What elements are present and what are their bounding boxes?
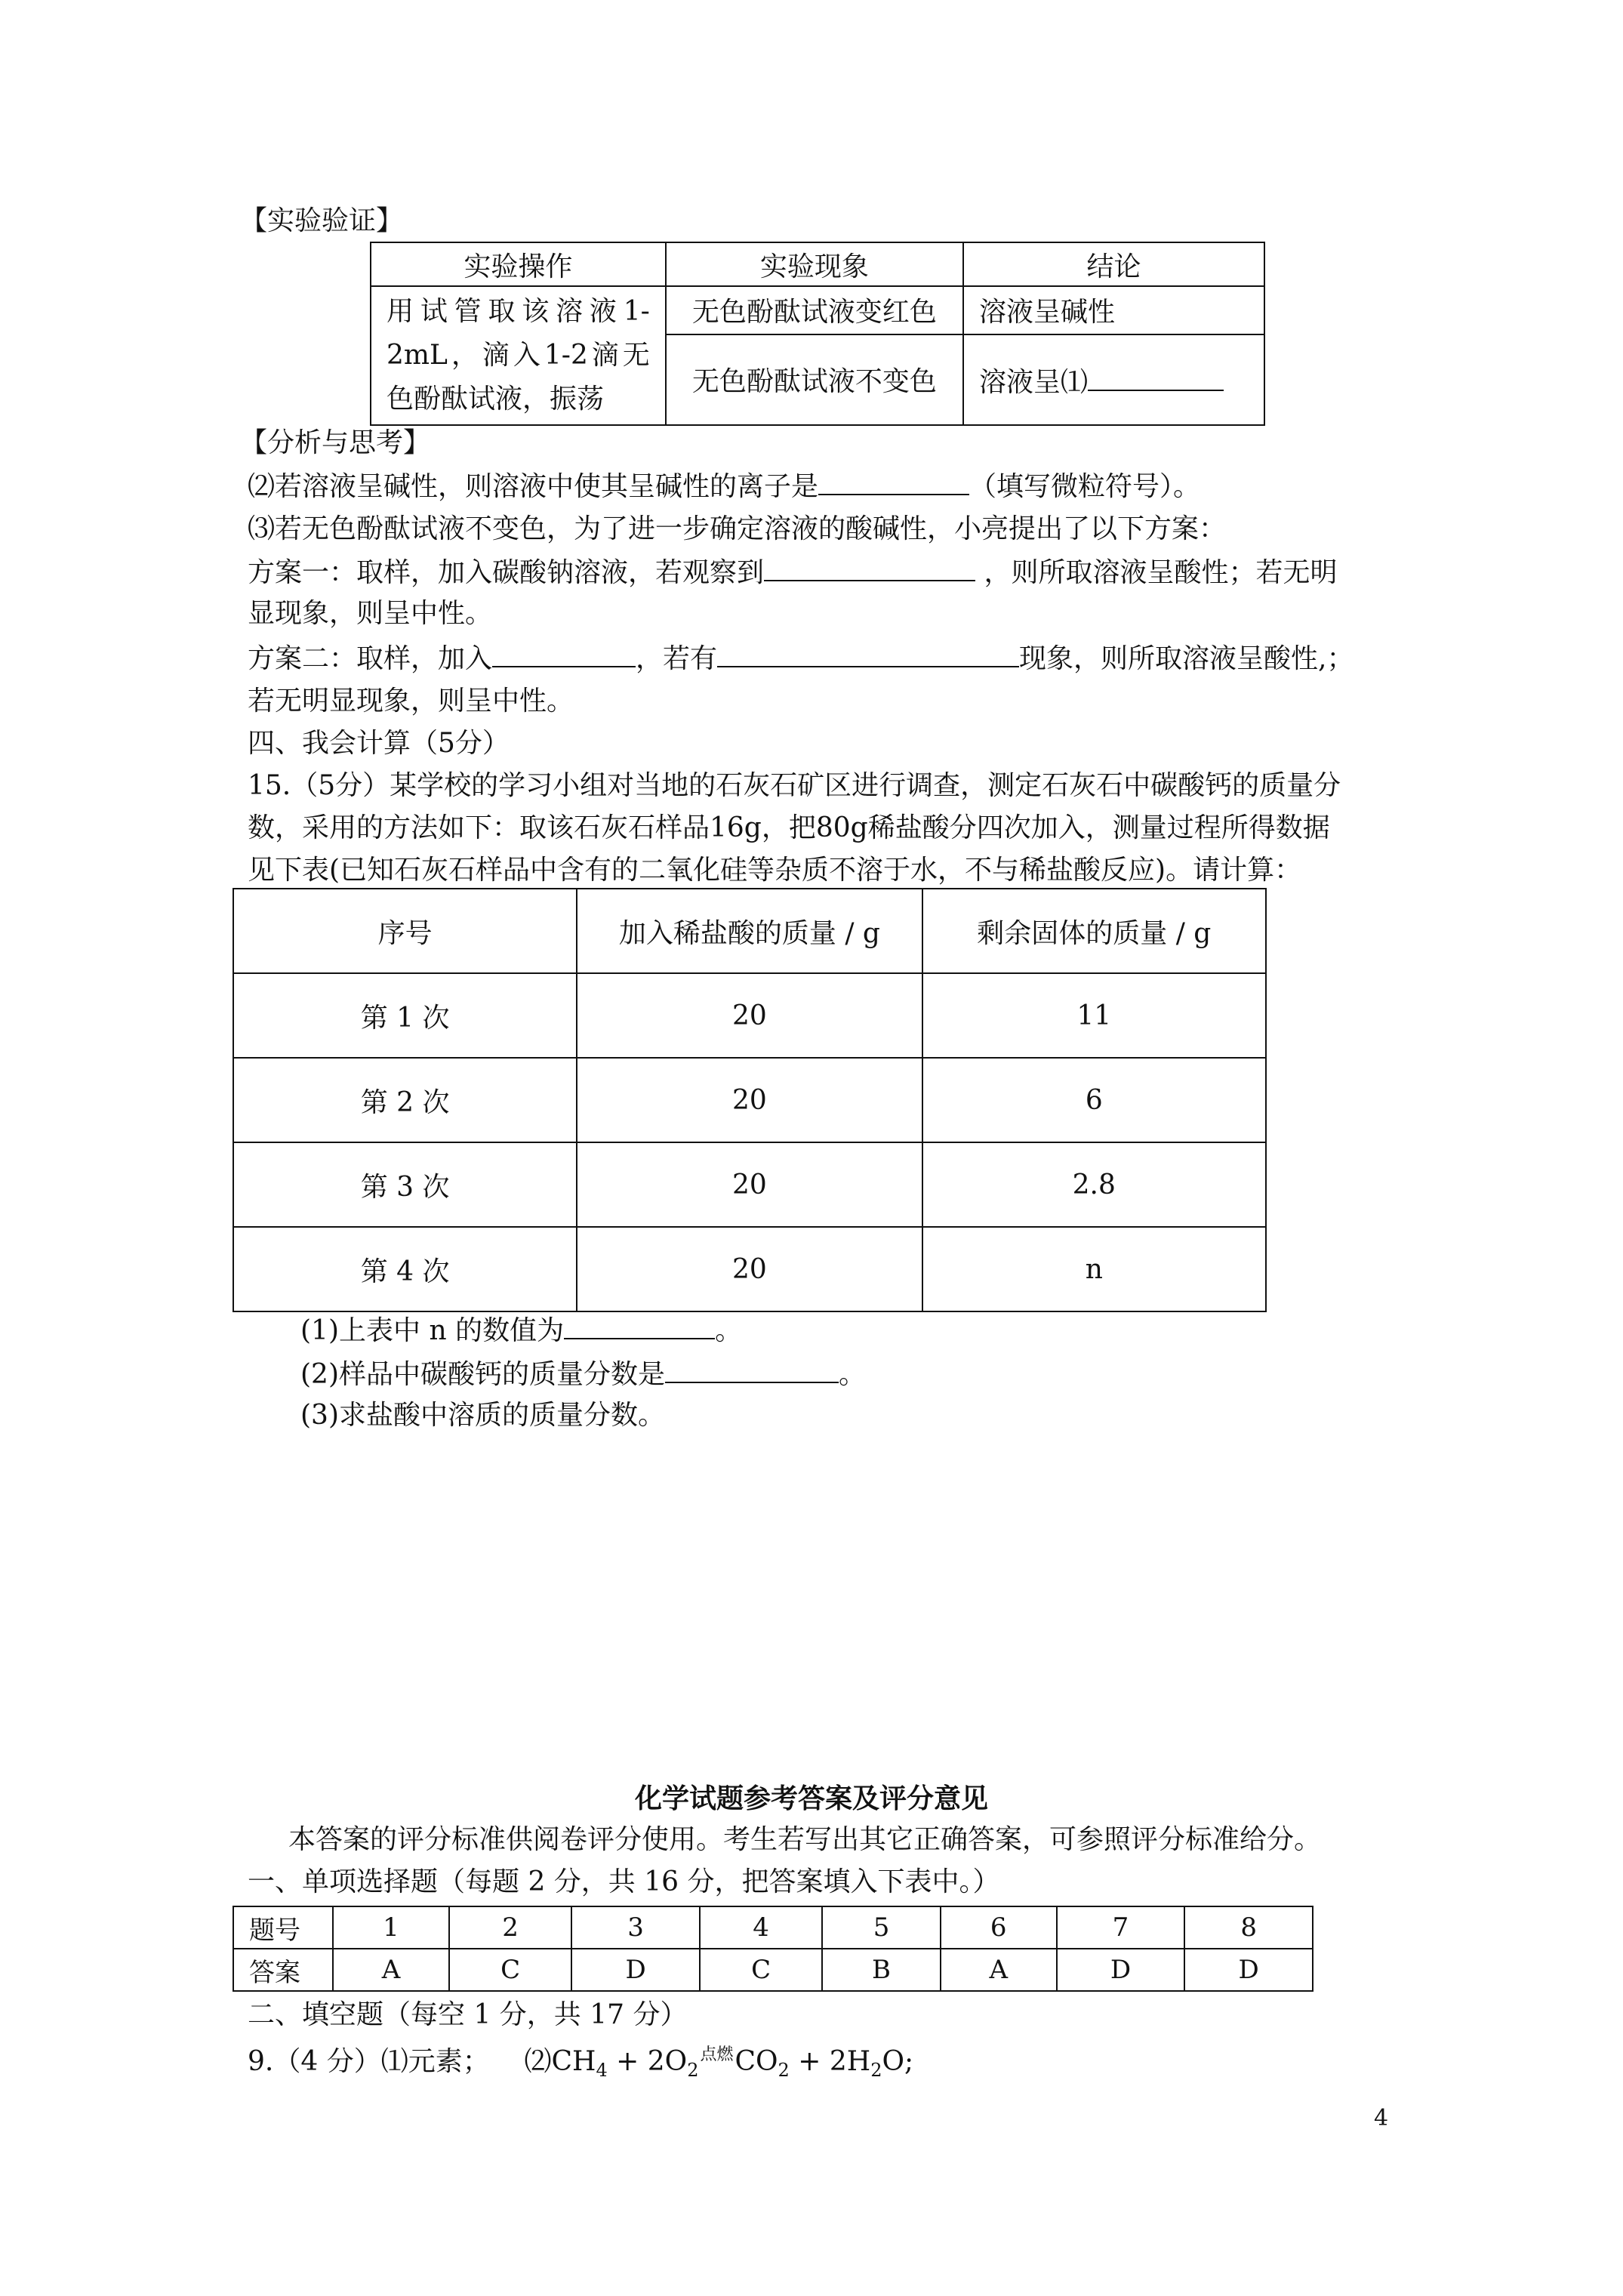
table-cell: 8 (1184, 1906, 1313, 1949)
table-cell: 第 4 次 (233, 1227, 577, 1311)
table-cell: B (822, 1949, 940, 1991)
data-table (233, 888, 1267, 1312)
table-cell: D (571, 1949, 700, 1991)
exp-conclusion-2: 溶液呈⑴ (963, 334, 1264, 425)
answers-part2: 二、填空题（每空 1 分，共 17 分） (248, 1999, 688, 2030)
table-cell: A (941, 1949, 1057, 1991)
table-cell: 11 (922, 973, 1266, 1058)
answer-blank[interactable] (492, 636, 636, 667)
plan2-line1: 方案二：取样，加入 ，若有 现象，则所取溶液呈酸性,； (248, 636, 1354, 681)
calc-q3: (3)求盐酸中溶质的质量分数。 (300, 1400, 665, 1431)
calc-header-index: 序号 (233, 889, 577, 973)
section-title-analysis: 【分析与思考】 (240, 427, 431, 458)
answer-blank[interactable] (717, 636, 1019, 667)
table-cell: 2.8 (922, 1142, 1266, 1227)
exp-operation-cell: 用试管取该溶液1-2mL，滴入1-2滴无色酚酞试液，振荡 (371, 286, 666, 425)
answer-table (233, 1906, 1313, 1992)
table-cell: 第 3 次 (233, 1142, 577, 1227)
table-cell: 20 (577, 1058, 922, 1142)
answer-blank[interactable] (818, 464, 969, 495)
table-cell: 20 (577, 1142, 922, 1227)
answers-title: 化学试题参考答案及评分意见 (634, 1783, 988, 1814)
answers-part1: 一、单项选择题（每题 2 分，共 16 分，把答案填入下表中。） (248, 1866, 1000, 1897)
answer-blank[interactable] (564, 1308, 715, 1339)
table-cell: 第 2 次 (233, 1058, 577, 1142)
calc-intro-1: 15.（5分）某学校的学习小组对当地的石灰石矿区进行调查，测定石灰石中碳酸钙的质量分 (248, 770, 1341, 801)
plan1-line1: 方案一：取样，加入碳酸钠溶液，若观察到 ，则所取溶液呈酸性；若无明 (248, 550, 1337, 595)
table-cell: C (700, 1949, 822, 1991)
table-cell: 第 1 次 (233, 973, 577, 1058)
table-row (233, 1142, 1266, 1227)
calc-header-acid: 加入稀盐酸的质量 / g (577, 889, 922, 973)
page-number: 4 (1374, 2105, 1389, 2131)
table-cell: 1 (333, 1906, 449, 1949)
calc-intro-2: 数，采用的方法如下：取该石灰石样品16g，把80g稀盐酸分四次加入，测量过程所得数据 (248, 812, 1330, 843)
exp-conclusion-1: 溶液呈碱性 (963, 286, 1264, 334)
calc-header-solid: 剩余固体的质量 / g (922, 889, 1266, 973)
analysis-q2: ⑵若溶液呈碱性，则溶液中使其呈碱性的离子是 （填写微粒符号）。 (248, 464, 1200, 509)
answer-blank[interactable] (665, 1351, 839, 1383)
table-row (233, 1227, 1266, 1311)
plan2-line2: 若无明显现象，则呈中性。 (248, 686, 574, 717)
table-cell: 3 (571, 1906, 700, 1949)
answer-blank[interactable] (764, 550, 975, 581)
exp-phenomenon-2: 无色酚酞试液不变色 (666, 334, 963, 425)
answers-note: 本答案的评分标准供阅卷评分使用。考生若写出其它正确答案，可参照评分标准给分。 (288, 1824, 1322, 1855)
table-cell: 4 (700, 1906, 822, 1949)
exp-header-conclusion: 结论 (963, 242, 1264, 286)
table-cell: C (449, 1949, 571, 1991)
table-cell: 6 (922, 1058, 1266, 1142)
answer-row-label-answer: 答案 (233, 1949, 333, 1991)
calc-q2: (2)样品中碳酸钙的质量分数是 。 (300, 1351, 866, 1397)
section-title-verify: 【实验验证】 (240, 205, 404, 236)
calc-intro-3: 见下表(已知石灰石样品中含有的二氧化硅等杂质不溶于水，不与稀盐酸反应)。请计算： (248, 855, 1302, 886)
reaction-condition: 点燃 (700, 2045, 734, 2064)
table-cell: 6 (941, 1906, 1057, 1949)
table-row (233, 973, 1266, 1058)
table-cell: D (1057, 1949, 1185, 1991)
section-title-calc: 四、我会计算（5分） (248, 728, 510, 759)
answer-blank[interactable] (1088, 359, 1224, 391)
analysis-q3: ⑶若无色酚酞试液不变色，为了进一步确定溶液的酸碱性，小亮提出了以下方案： (248, 513, 1227, 544)
table-cell: n (922, 1227, 1266, 1311)
table-cell: 2 (449, 1906, 571, 1949)
exp-header-operation: 实验操作 (371, 242, 666, 286)
table-cell: A (333, 1949, 449, 1991)
experiment-table (370, 242, 1265, 426)
answer-q9: 9.（4 分）⑴元素； $⑵CH_4 + 2O_2$点燃$CO_2 + 2H_2O$; (248, 2040, 913, 2092)
table-cell: 5 (822, 1906, 940, 1949)
exp-phenomenon-1: 无色酚酞试液变红色 (666, 286, 963, 334)
table-cell: 7 (1057, 1906, 1185, 1949)
table-row (233, 1058, 1266, 1142)
table-cell: D (1184, 1949, 1313, 1991)
table-cell: 20 (577, 1227, 922, 1311)
plan1-line2: 显现象，则呈中性。 (248, 598, 493, 629)
answer-row-label-number: 题号 (233, 1906, 333, 1949)
calc-q1: (1)上表中 n 的数值为 。 (300, 1308, 742, 1353)
table-cell: 20 (577, 973, 922, 1058)
exp-header-phenomenon: 实验现象 (666, 242, 963, 286)
